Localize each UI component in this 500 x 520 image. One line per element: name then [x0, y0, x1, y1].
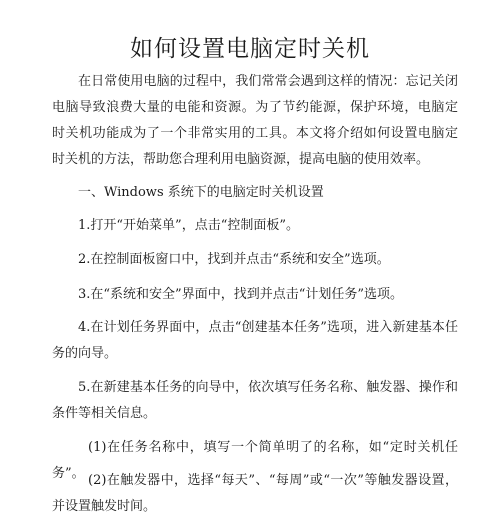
substep-1: (1)在任务名称中，填写一个简单明了的名称，如“定时关机任 务”。 — [52, 440, 458, 481]
step-4: 4.在计划任务界面中，点击“创建基本任务”选项，进入新建基本任 务的向导。 — [52, 320, 458, 361]
step-3: 3.在“系统和安全”界面中，找到并点击“计划任务”选项。 — [78, 287, 403, 302]
section-heading: 一、Windows 系统下的电脑定时关机设置 — [78, 185, 324, 200]
intro-paragraph: 在日常使用电脑的过程中，我们常常会遇到这样的情况：忘记关闭 电脑导致浪费大量的电能和资源。为了节约能源，保护环境，电脑定 时关机功能成为了一个非常实用的工具。本文将介绍如何设置电脑定 时关机的方法，帮助您合理利用电脑资源，提高电脑的使用效率。 — [52, 74, 458, 167]
step-2: 2.在控制面板窗口中，找到并点击“系统和安全”选项。 — [78, 252, 390, 267]
document-title: 如何设置电脑定时关机 — [130, 36, 370, 62]
substep-2: (2)在触发器中，选择“每天”、“每周”或“一次”等触发器设置，并设置触发时间。 — [52, 473, 458, 514]
step-5: 5.在新建基本任务的向导中，依次填写任务名称、触发器、操作和 条件等相关信息。 — [52, 380, 458, 421]
step-1: 1.打开“开始菜单”，点击“控制面板”。 — [78, 218, 299, 233]
